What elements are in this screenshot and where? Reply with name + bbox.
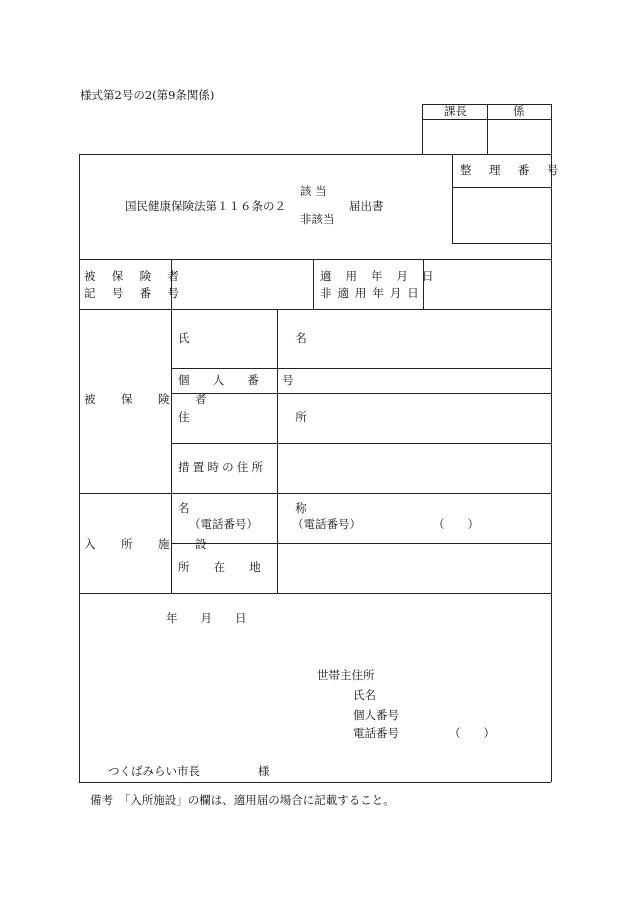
approval-box-right (551, 104, 552, 154)
apply-date-label-1: 適 用 年 月 日 (320, 269, 439, 283)
insured-name-label: 氏 名 (178, 331, 335, 345)
note: 備考 「入所施設」の欄は、適用届の場合に記載すること。 (90, 793, 395, 807)
insured-personal-number-field[interactable] (278, 369, 550, 392)
seiri-bango-field[interactable] (453, 188, 550, 242)
form-right-border (551, 154, 552, 782)
footer-name: 氏名 (353, 688, 376, 702)
footer-phone: 電話番号 (353, 726, 399, 740)
insured-measure-address-label: 措置時の住所 (178, 460, 267, 474)
insured-personal-number-label: 個 人 番 号 (178, 373, 304, 387)
approval-staff-stamp-area[interactable] (488, 120, 550, 153)
insured-no-label-1: 被 保 険 者 (84, 269, 186, 283)
footer-phone-paren: （ ） (449, 726, 495, 740)
facility-header: 入 所 施 設 (84, 537, 218, 551)
facility-phone-paren: （ ） (433, 517, 479, 531)
seiri-box-bottom (452, 243, 551, 244)
insured-name-field[interactable] (278, 310, 550, 367)
footer-date: 年 月 日 (166, 611, 247, 625)
footer-sama: 様 (258, 764, 270, 778)
form-id: 様式第2号の2(第9条関係) (80, 88, 215, 102)
form-bottom-border (79, 782, 551, 783)
facility-name-field[interactable] (278, 494, 550, 542)
facility-phone-label-right: （電話番号） (292, 517, 361, 531)
apply-date-label-2: 非 適 用 年 月 日 (320, 286, 420, 300)
form-top-border (79, 154, 551, 155)
form-left-border (79, 154, 80, 782)
insured-address-label: 住 所 (178, 410, 335, 424)
footer-personal-number: 個人番号 (353, 708, 399, 722)
insured-measure-address-field[interactable] (278, 444, 550, 492)
approval-chief-stamp-area[interactable] (423, 120, 486, 153)
title-law: 国民健康保険法第１１６条の２ (125, 199, 286, 213)
apply-date-field[interactable] (424, 260, 550, 308)
facility-location-label: 所 在 地 (178, 560, 268, 574)
insured-address-field[interactable] (278, 394, 550, 442)
facility-phone-label-left: （電話番号） (189, 517, 258, 531)
facility-name-label: 名 称 (178, 501, 335, 515)
row-sep-facility (79, 593, 551, 594)
insured-no-label-2: 記 号 番 号 (84, 286, 186, 300)
title-not-applicable: 非該当 (300, 212, 335, 226)
insured-header: 被 保 険 者 (84, 392, 218, 406)
insured-no-value-divider (313, 259, 314, 309)
title-applicable: 該 当 (300, 184, 327, 198)
title-document: 届出書 (349, 199, 384, 213)
approval-chief-label: 課長 (444, 104, 467, 118)
seiri-bango-label: 整 理 番 号 (460, 163, 566, 177)
footer-household-address: 世帯主住所 (317, 668, 375, 682)
facility-location-field[interactable] (278, 544, 550, 592)
insured-no-field[interactable] (172, 260, 312, 308)
approval-staff-label: 係 (513, 104, 525, 118)
footer-addressee: つくばみらい市長 (108, 764, 200, 778)
